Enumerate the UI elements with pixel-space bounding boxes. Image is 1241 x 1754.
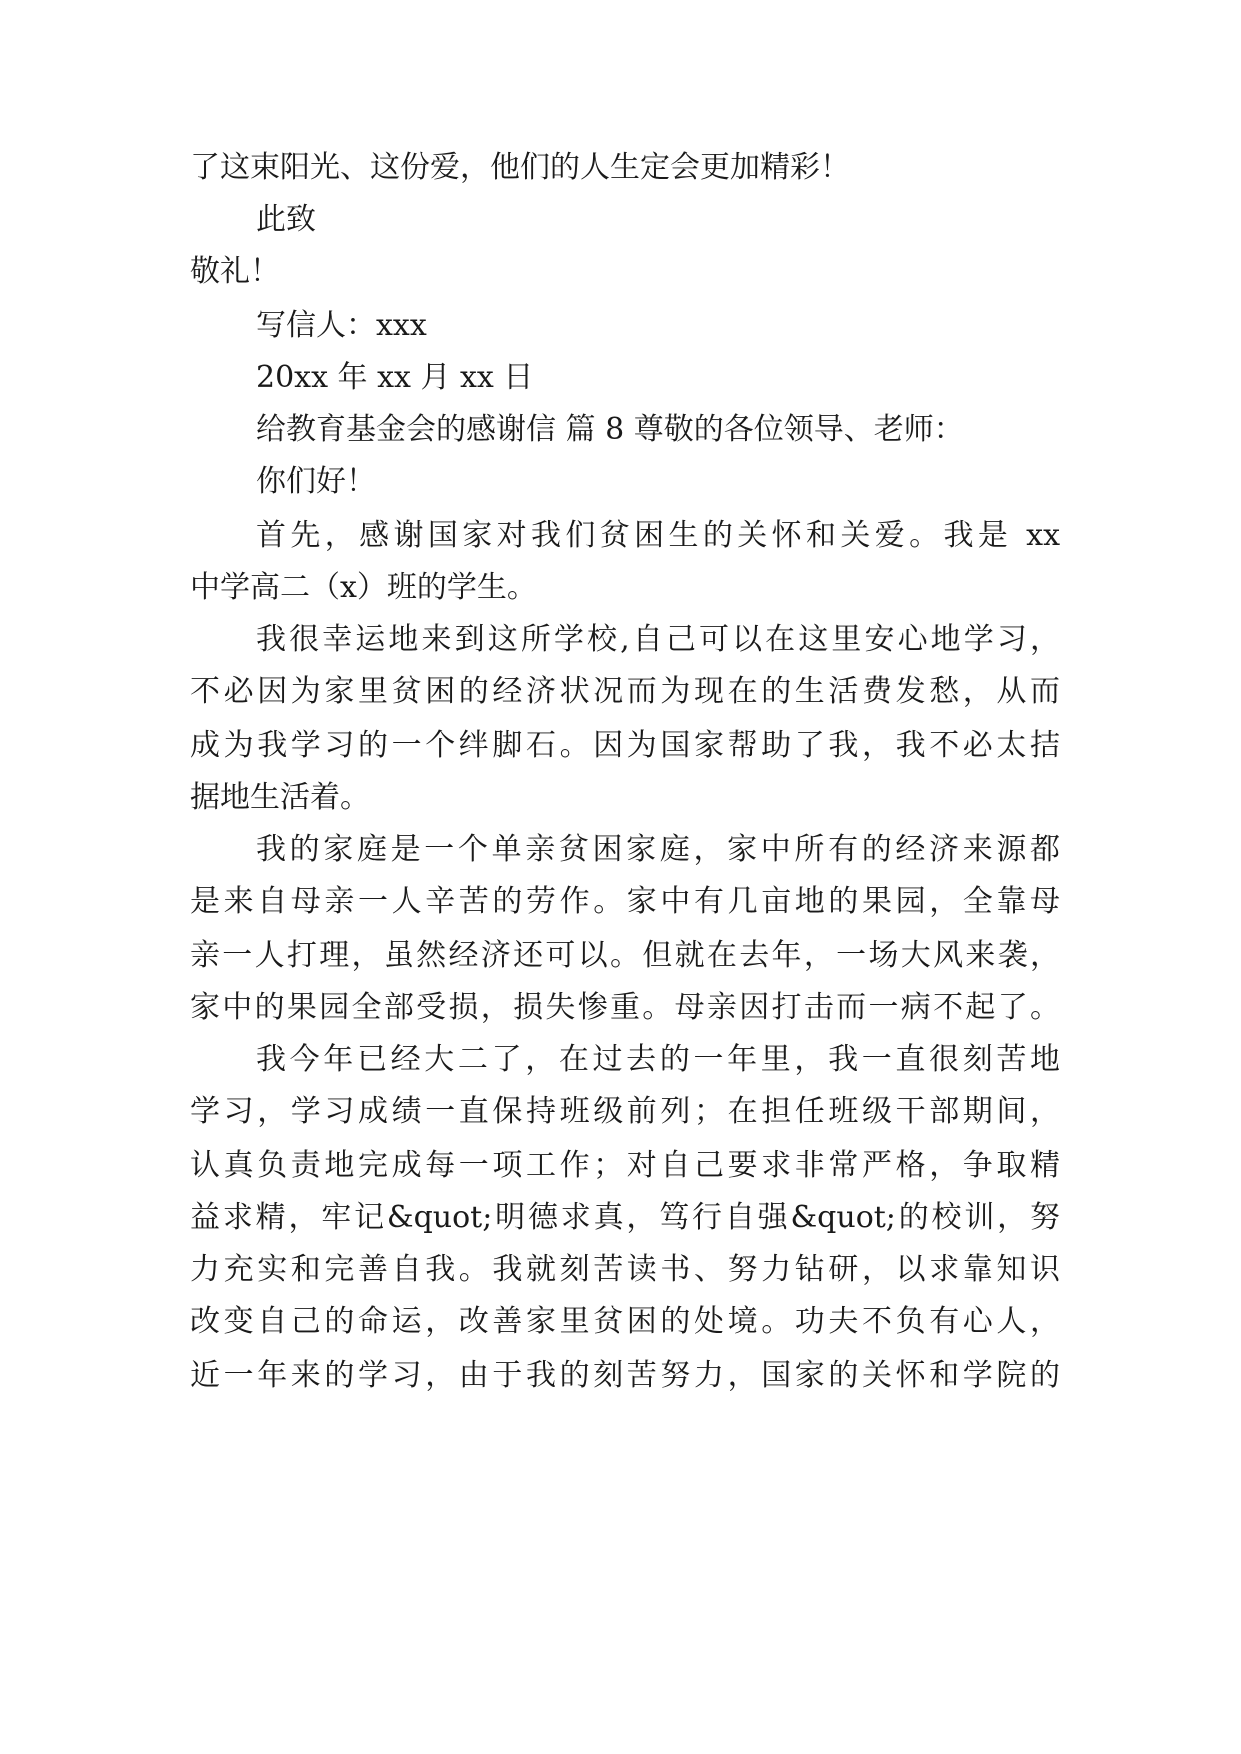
text-line: 了这束阳光、这份爱，他们的人生定会更加精彩！ <box>190 150 850 185</box>
letter-date: 20xx 年 xx 月 xx 日 <box>256 360 534 395</box>
text-line: 我的家庭是一个单亲贫困家庭，家中所有的经济来源都 <box>256 832 1060 867</box>
text-line: 我今年已经大二了，在过去的一年里，我一直很刻苦地 <box>256 1042 1060 1077</box>
text-line: 是来自母亲一人辛苦的劳作。家中有几亩地的果园，全靠母 <box>190 884 1060 919</box>
text-line: 益求精，牢记&quot;明德求真，笃行自强&quot;的校训，努 <box>190 1200 1060 1235</box>
text-line: 首先，感谢国家对我们贫困生的关怀和关爱。我是 xx <box>256 518 1060 553</box>
closing-regards: 敬礼！ <box>190 254 280 289</box>
text-line: 不必因为家里贫困的经济状况而为现在的生活费发愁，从而 <box>190 674 1060 709</box>
text-line: 近一年来的学习，由于我的刻苦努力，国家的关怀和学院的 <box>190 1358 1060 1393</box>
section-heading: 给教育基金会的感谢信 篇 8 尊敬的各位领导、老师： <box>256 412 964 447</box>
text-line: 中学高二（x）班的学生。 <box>190 570 537 605</box>
text-line: 认真负责地完成每一项工作；对自己要求非常严格，争取精 <box>190 1148 1060 1183</box>
text-line: 成为我学习的一个绊脚石。因为国家帮助了我，我不必太拮 <box>190 728 1060 763</box>
text-line: 亲一人打理，虽然经济还可以。但就在去年，一场大风来袭， <box>190 938 1060 973</box>
text-line: 我很幸运地来到这所学校,自己可以在这里安心地学习， <box>256 622 1060 657</box>
text-line: 力充实和完善自我。我就刻苦读书、努力钻研，以求靠知识 <box>190 1252 1060 1287</box>
text-line: 改变自己的命运，改善家里贫困的处境。功夫不负有心人， <box>190 1304 1060 1339</box>
closing-salutation: 此致 <box>256 202 316 237</box>
letter-writer: 写信人：xxx <box>256 308 427 343</box>
text-line: 家中的果园全部受损，损失惨重。母亲因打击而一病不起了。 <box>190 990 1060 1025</box>
greeting: 你们好！ <box>256 464 376 499</box>
text-line: 据地生活着。 <box>190 780 370 815</box>
text-line: 学习，学习成绩一直保持班级前列；在担任班级干部期间， <box>190 1094 1060 1129</box>
